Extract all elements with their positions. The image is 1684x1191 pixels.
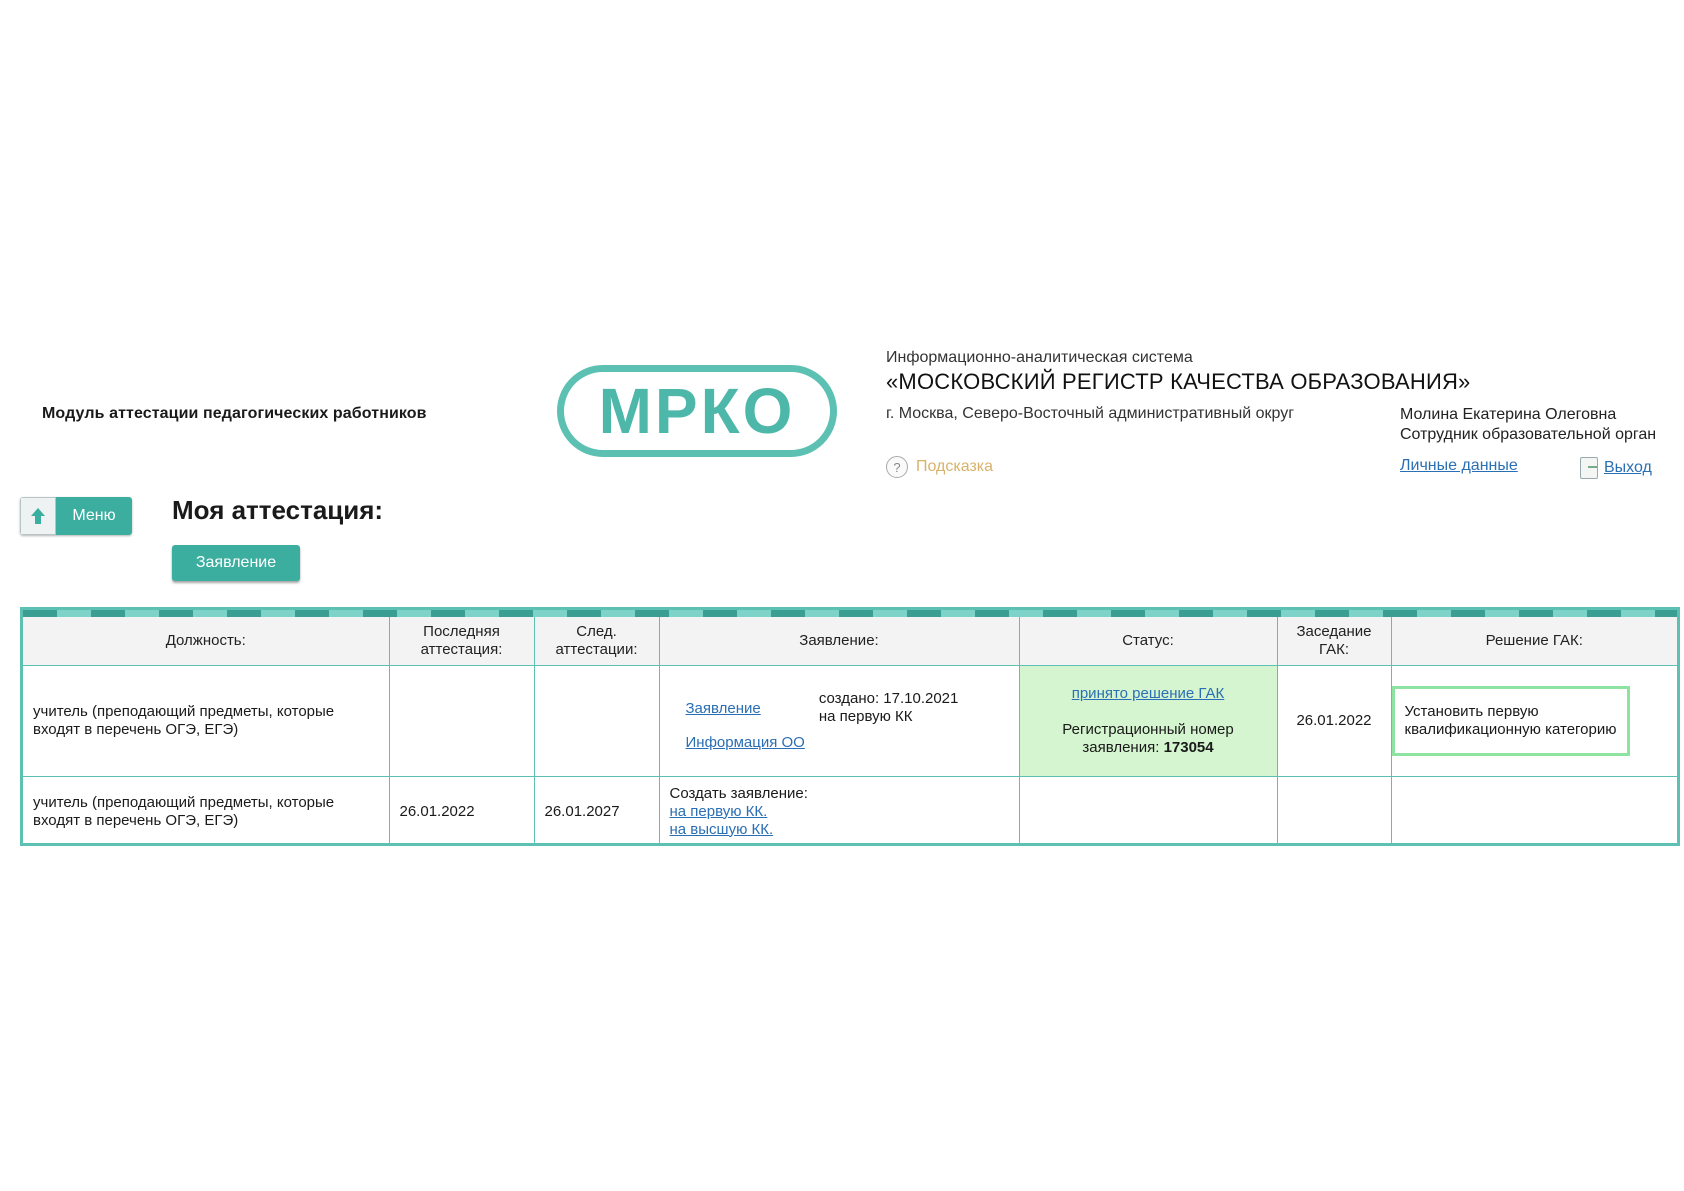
cell-last-attestation — [389, 666, 534, 777]
col-header-next: След. аттестации: — [534, 617, 659, 666]
cell-status — [1019, 777, 1277, 847]
cell-gak-decision — [1391, 777, 1677, 847]
create-highest-kk-link[interactable]: на высшую КК. — [669, 820, 774, 838]
attestation-table — [20, 607, 1680, 846]
cell-gak-meeting: 26.01.2022 — [1277, 666, 1391, 777]
hint-link[interactable] — [886, 456, 993, 478]
application-created: создано: 17.10.2021 — [818, 690, 959, 707]
table-row — [23, 666, 1677, 777]
cell-gak-meeting — [1277, 777, 1391, 847]
cell-position: учитель (преподающий предметы, которые входят в перечень ОГЭ, ЕГЭ) — [23, 666, 389, 777]
info-oo-link[interactable]: Информация ОО — [685, 734, 805, 751]
arrow-up-icon — [20, 497, 56, 535]
cell-last-attestation: 26.01.2022 — [389, 777, 534, 847]
cell-next-attestation: 26.01.2027 — [534, 777, 659, 847]
cell-application — [659, 666, 1019, 777]
cell-position: учитель (преподающий предметы, которые входят в перечень ОГЭ, ЕГЭ) — [23, 777, 389, 847]
logout-link[interactable] — [1580, 457, 1652, 479]
col-header-position: Должность: — [23, 617, 389, 666]
cell-application — [659, 777, 1019, 847]
menu-label: Меню — [56, 497, 132, 535]
table-row — [23, 777, 1677, 847]
hint-label: Подсказка — [916, 458, 994, 475]
page-title: Моя аттестация: — [172, 495, 384, 525]
question-icon: ? — [886, 456, 908, 478]
logout-label[interactable]: Выход — [1604, 459, 1652, 476]
table-stripe — [23, 610, 1677, 617]
status-link[interactable]: принято решение ГАК — [1071, 685, 1225, 702]
reg-number-value: 173054 — [1163, 739, 1214, 756]
reg-number-label: Регистрационный номер заявления: — [1062, 721, 1234, 756]
col-header-gak-meeting: Заседание ГАК: — [1277, 617, 1391, 666]
system-title: «МОСКОВСКИЙ РЕГИСТР КАЧЕСТВА ОБРАЗОВАНИЯ» — [886, 369, 1471, 394]
application-category: на первую КК — [818, 708, 913, 725]
system-subtitle: Информационно-аналитическая система — [886, 349, 1193, 366]
create-first-kk-link[interactable]: на первую КК. — [669, 802, 768, 820]
module-title: Модуль аттестации педагогических работников — [42, 405, 427, 422]
col-header-application: Заявление: — [659, 617, 1019, 666]
col-header-gak-decision: Решение ГАК: — [1391, 617, 1677, 666]
cell-status — [1019, 666, 1277, 777]
region-label: г. Москва, Северо-Восточный административный округ — [886, 405, 1295, 422]
create-application-label: Создать заявление: — [669, 784, 808, 802]
logout-icon — [1580, 457, 1598, 479]
col-header-last: Последняя аттестация: — [389, 617, 534, 666]
cell-next-attestation — [534, 666, 659, 777]
application-link[interactable]: Заявление — [685, 700, 761, 717]
personal-data-link[interactable]: Личные данные — [1400, 457, 1518, 474]
cell-gak-decision — [1391, 666, 1677, 777]
mrko-logo — [557, 365, 837, 457]
menu-button[interactable] — [20, 497, 132, 535]
user-role: Сотрудник образовательной орган — [1400, 426, 1657, 443]
table-header-row — [23, 617, 1677, 666]
user-name: Молина Екатерина Олеговна — [1400, 406, 1617, 423]
application-button[interactable]: Заявление — [172, 545, 300, 581]
col-header-status: Статус: — [1019, 617, 1277, 666]
reg-number — [1030, 721, 1267, 757]
gak-decision-box: Установить первую квалификационную категорию — [1392, 686, 1630, 756]
logo-text: МРКО — [598, 375, 796, 447]
